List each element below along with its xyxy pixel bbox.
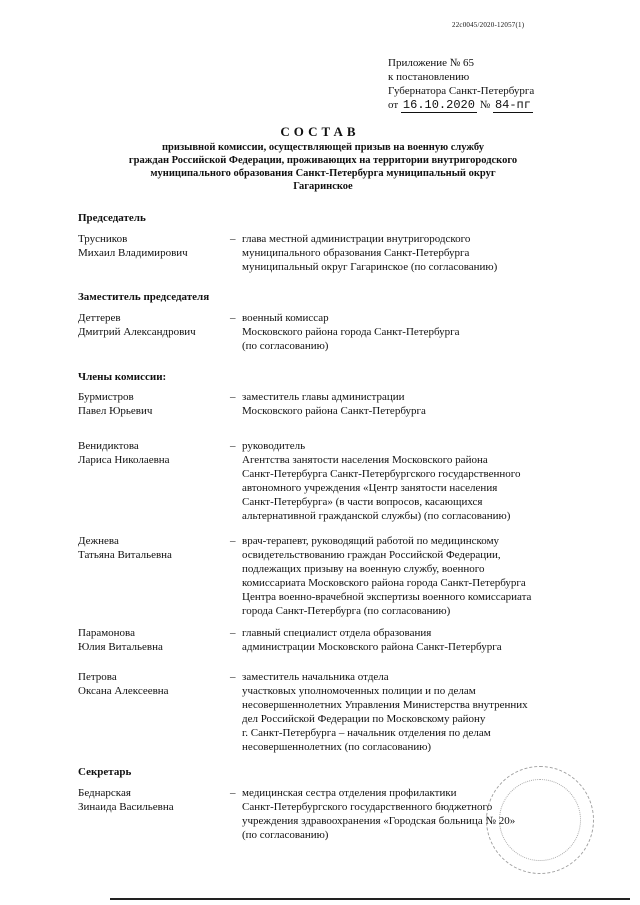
annex-authority: Губернатора Санкт-Петербурга bbox=[388, 85, 535, 97]
position-line: медицинская сестра отделения профилактики bbox=[242, 787, 457, 799]
position-line: дел Российской Федерации по Московскому району bbox=[242, 713, 486, 725]
dash: – bbox=[230, 787, 236, 799]
document-title: СОСТАВ bbox=[280, 124, 360, 139]
member-position bbox=[242, 626, 584, 654]
position-line: главный специалист отдела образования bbox=[242, 627, 432, 639]
position-line: (по согласованию) bbox=[242, 340, 329, 352]
member-name bbox=[78, 311, 228, 339]
annex-number: Приложение № 65 bbox=[388, 57, 475, 69]
dash: – bbox=[230, 671, 236, 683]
position-line: Московского района города Санкт-Петербурга bbox=[242, 326, 460, 338]
document-code: 22с0045/2020-12057(1) bbox=[452, 21, 525, 29]
member-name bbox=[78, 390, 228, 418]
dash: – bbox=[230, 440, 236, 452]
subtitle-line: граждан Российской Федерации, проживающих на территории внутригородского bbox=[128, 155, 518, 166]
position-line: муниципальный округ Гагаринское (по согласованию) bbox=[242, 261, 498, 273]
member-position bbox=[242, 311, 584, 353]
position-line: руководитель bbox=[242, 440, 306, 452]
given-names: Татьяна Витальевна bbox=[78, 549, 172, 561]
member-name bbox=[78, 439, 228, 467]
position-line: Московского района Санкт-Петербурга bbox=[242, 405, 426, 417]
given-names: Лариса Николаевна bbox=[78, 454, 170, 466]
position-line: города Санкт-Петербурга (по согласованию) bbox=[242, 605, 451, 617]
surname: Дежнева bbox=[78, 535, 119, 547]
position-line: освидетельствованию граждан Российской Федерации, bbox=[242, 549, 501, 561]
annex-ref: к постановлению bbox=[388, 71, 470, 83]
given-names: Павел Юрьевич bbox=[78, 405, 153, 417]
member-name bbox=[78, 626, 228, 654]
document-subtitle bbox=[80, 141, 566, 193]
given-names: Зинаида Васильевна bbox=[78, 801, 174, 813]
given-names: Юлия Витальевна bbox=[78, 641, 163, 653]
position-line: Санкт-Петербурга Санкт-Петербургского государственного bbox=[242, 468, 521, 480]
position-line: Агентства занятости населения Московского района bbox=[242, 454, 488, 466]
surname: Венидиктова bbox=[78, 440, 139, 452]
position-line: (по согласованию) bbox=[242, 829, 329, 841]
section-members: Члены комиссии: bbox=[78, 371, 167, 383]
position-line: Центра военно-врачебной экспертизы военного комиссариата bbox=[242, 591, 532, 603]
member-position bbox=[242, 439, 584, 523]
position-line: Санкт-Петербургского государственного бюджетного bbox=[242, 801, 493, 813]
position-line: комиссариата Московского района города Санкт-Петербурга bbox=[242, 577, 526, 589]
dash: – bbox=[230, 535, 236, 547]
member-position bbox=[242, 670, 584, 754]
dash: – bbox=[230, 627, 236, 639]
position-line: учреждения здравоохранения «Городская больница № 20» bbox=[242, 815, 516, 827]
number-prefix: № bbox=[479, 99, 491, 111]
surname: Трусников bbox=[78, 233, 128, 245]
position-line: участковых уполномоченных полиции и по делам bbox=[242, 685, 476, 697]
position-line: военный комиссар bbox=[242, 312, 329, 324]
decree-date: 16.10.2020 bbox=[402, 98, 475, 112]
stamp-inner-ring bbox=[499, 779, 581, 861]
member-name bbox=[78, 786, 228, 814]
member-name bbox=[78, 232, 228, 260]
dash: – bbox=[230, 312, 236, 324]
position-line: г. Санкт-Петербурга – начальник отделения по делам bbox=[242, 727, 491, 739]
position-line: заместитель начальника отдела bbox=[242, 671, 389, 683]
position-line: Санкт-Петербурга» (в части вопросов, касающихся bbox=[242, 496, 483, 508]
section-secretary: Секретарь bbox=[78, 766, 132, 778]
member-position bbox=[242, 390, 584, 418]
member-name bbox=[78, 670, 228, 698]
member-position bbox=[242, 534, 584, 618]
position-line: муниципального образования Санкт-Петербурга bbox=[242, 247, 470, 259]
subtitle-line: призывной комиссии, осуществляющей призыв на военную службу bbox=[162, 142, 484, 153]
section-chairman: Председатель bbox=[78, 212, 146, 224]
position-line: заместитель главы администрации bbox=[242, 391, 405, 403]
position-line: несовершеннолетних (по согласованию) bbox=[242, 741, 432, 753]
given-names: Михаил Владимирович bbox=[78, 247, 188, 259]
position-line: врач-терапевт, руководящий работой по медицинскому bbox=[242, 535, 500, 547]
surname: Деттерев bbox=[78, 312, 121, 324]
surname: Беднарская bbox=[78, 787, 131, 799]
section-deputy: Заместитель председателя bbox=[78, 291, 210, 303]
decree-number: 84-пг bbox=[494, 98, 531, 112]
position-line: автономного учреждения «Центр занятости населения bbox=[242, 482, 498, 494]
position-line: администрации Московского района Санкт-Петербурга bbox=[242, 641, 502, 653]
official-stamp bbox=[486, 766, 594, 874]
position-line: подлежащих призыву на военную службу, военного bbox=[242, 563, 485, 575]
dash: – bbox=[230, 233, 236, 245]
member-position bbox=[242, 232, 584, 274]
surname: Бурмистров bbox=[78, 391, 134, 403]
given-names: Оксана Алексеевна bbox=[78, 685, 169, 697]
annex-block bbox=[388, 56, 534, 112]
surname: Петрова bbox=[78, 671, 117, 683]
position-line: альтернативной гражданской службы) (по согласованию) bbox=[242, 510, 511, 522]
position-line: глава местной администрации внутригородского bbox=[242, 233, 471, 245]
member-name bbox=[78, 534, 228, 562]
bottom-rule bbox=[110, 898, 630, 900]
position-line: несовершеннолетних Управления Министерства внутренних bbox=[242, 699, 528, 711]
given-names: Дмитрий Александрович bbox=[78, 326, 196, 338]
subtitle-line: Гагаринское bbox=[293, 181, 353, 192]
dash: – bbox=[230, 391, 236, 403]
annex-date-line bbox=[388, 98, 534, 112]
surname: Парамонова bbox=[78, 627, 135, 639]
date-prefix: от bbox=[388, 99, 399, 111]
subtitle-line: муниципального образования Санкт-Петербурга муниципальный округ bbox=[150, 168, 496, 179]
